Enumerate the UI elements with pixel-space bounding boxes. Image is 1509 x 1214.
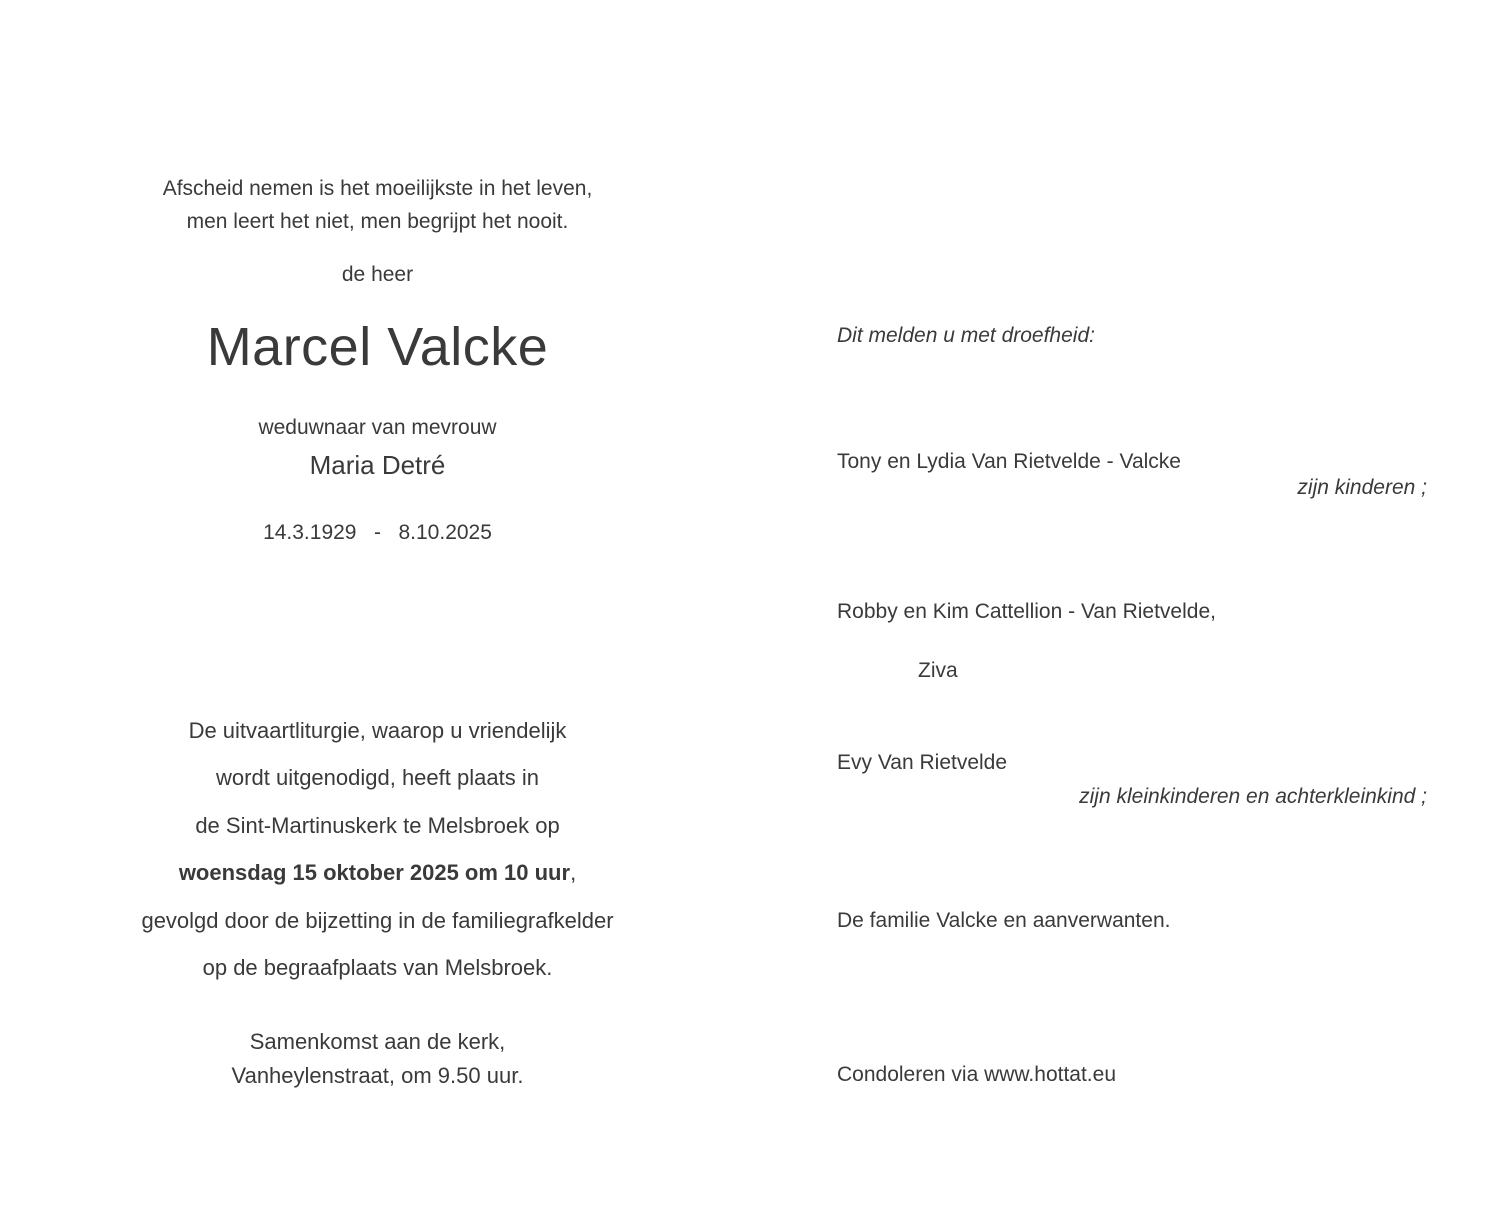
- funeral-line-2: wordt uitgenodigd, heeft plaats in: [216, 765, 539, 790]
- funeral-line-6: op de begraafplaats van Melsbroek.: [202, 955, 553, 980]
- life-dates: 14.3.1929 - 8.10.2025: [263, 521, 492, 544]
- gathering-line-1: Samenkomst aan de kerk,: [249, 1029, 506, 1054]
- grandchild-names-2: Evy Van Rietvelde: [837, 751, 1008, 774]
- funeral-date-suffix: ,: [570, 860, 577, 885]
- family-line: De familie Valcke en aanverwanten.: [837, 909, 1171, 932]
- funeral-line-3: de Sint-Martinuskerk te Melsbroek op: [195, 813, 560, 838]
- quote-line-1: Afscheid nemen is het moeilijkste in het leven,: [162, 177, 593, 200]
- gathering-line-2: Vanheylenstraat, om 9.50 uur.: [231, 1063, 524, 1088]
- deceased-name: Marcel Valcke: [206, 317, 549, 377]
- grandchild-names-1: Robby en Kim Cattellion - Van Rietvelde,: [837, 600, 1216, 623]
- funeral-line-5: gevolgd door de bijzetting in de familiegrafkelder: [141, 908, 614, 933]
- funeral-date-line: [0, 857, 755, 889]
- spouse-name: Maria Detré: [309, 450, 446, 480]
- funeral-date: woensdag 15 oktober 2025 om 10 uur: [178, 860, 571, 885]
- condolence-line: Condoleren via www.hottat.eu: [837, 1063, 1116, 1086]
- children-names: Tony en Lydia Van Rietvelde - Valcke: [837, 450, 1181, 473]
- widower-label: weduwnaar van mevrouw: [258, 416, 497, 439]
- honorific: de heer: [341, 263, 414, 286]
- funeral-line-1: De uitvaartliturgie, waarop u vriendelijk: [188, 718, 567, 743]
- grandchildren-role: zijn kleinkinderen en achterkleinkind ;: [1079, 785, 1427, 808]
- great-grandchild-name: Ziva: [918, 659, 958, 682]
- quote-line-2: men leert het niet, men begrijpt het nooit.: [186, 210, 569, 233]
- children-role: zijn kinderen ;: [1297, 476, 1427, 499]
- announcement-intro: Dit melden u met droefheid:: [837, 324, 1095, 347]
